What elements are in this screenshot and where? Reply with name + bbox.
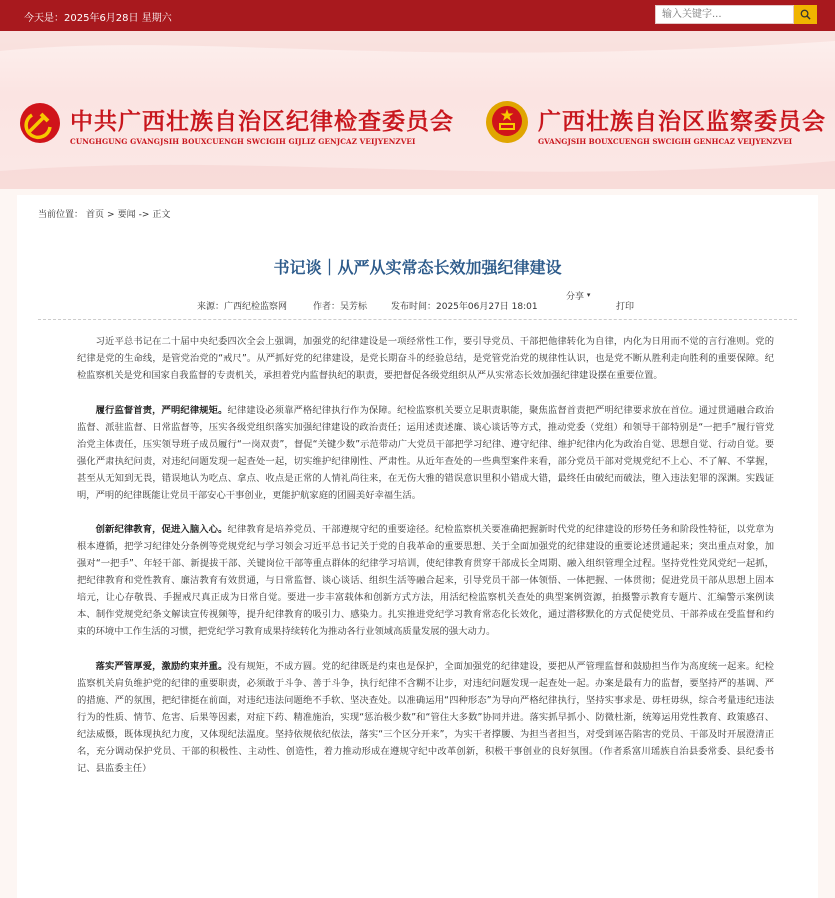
article-author: 作者：吴芳标 xyxy=(313,302,368,312)
org1-title: 中共广西壮族自治区纪律检查委员会 xyxy=(70,108,454,135)
breadcrumb-separator: > xyxy=(107,210,115,220)
share-button[interactable] xyxy=(566,289,590,302)
search-input[interactable] xyxy=(655,5,794,24)
paragraph: 创新纪律教育，促进入脑入心。纪律教育是培养党员、干部遵规守纪的重要途径。纪检监察机关要准确把握新时代党的纪律建设的形势任务和阶段性特征，以党章为根本遵循，把学习纪律处分条例等党规党纪与学习领会习近平总书记关于党的自我革命的重要思想、关于全面加强党的纪律建设的重要论述贯通起来；突出重点对象，加强对“一把手”、年轻干部、新提拔干部、关键岗位干部等重点群体的纪律学习培训，使纪律教育贯穿干部成长全周期、融入组织管理全过程。坚持党性党风党纪一起抓，把纪律教育和党性教育、廉洁教育有效贯通，与日常监督、谈心谈话、组织生活等融合起来，引导党员干部一体领悟、一体把握、一体贯彻；促进党员干部从思想上固本培元，让心存敬畏、手握戒尺真正成为日常自觉。要进一步丰富载体和创新方式方法，用活纪检监察机关查处的典型案例资源，拍摄警示教育专题片、汇编警示案例读本、制作党规党纪条文解读宣传视频等，提升纪律教育的吸引力、感染力。扎实推进党纪学习教育常态化长效化，通过潜移默化的方式促使党员、干部养成在受监督和约束的环境中工作生活的习惯，把党纪学习教育成果持续转化为推动各行业领域高质量发展的强大动力。 xyxy=(77,524,774,637)
article-body xyxy=(77,333,774,794)
print-button[interactable]: 打印 xyxy=(616,302,635,312)
search-icon xyxy=(800,9,811,20)
paragraph: 习近平总书记在二十届中央纪委四次全会上强调，加强党的纪律建设是一项经常性工作，要引导党员、干部把他律转化为自律，内化为日用而不觉的言行准则。党的纪律是党的生命线，是管党治党的“戒尺”。从严抓好党的纪律建设，是党长期奋斗的经验总结，是党管党治党的规律性认识，也是党不断从胜利走向胜利的重要保障。纪检监察机关是党和国家自我监督的专责机关，承担着党内监督执纪的职责，要把督促各级党组织从严从实常态长效加强纪律建设摆在重要位置。 xyxy=(77,336,774,381)
chevron-down-icon: ▾ xyxy=(586,291,591,299)
breadcrumb-current: 正文 xyxy=(152,210,171,220)
org2-subtitle: GVANGJSIH BOUXCUENGH SWCIGIH GENHCAZ VEIJYENZVEI xyxy=(538,137,793,146)
search-button[interactable] xyxy=(794,5,817,24)
org2-title: 广西壮族自治区监察委员会 xyxy=(538,108,826,135)
share-label: 分享 xyxy=(566,292,585,302)
header-banner xyxy=(0,31,835,189)
current-date: 今天是：2025年6月28日 星期六 xyxy=(24,13,172,24)
paragraph-lead: 履行监督首责，严明纪律规矩。 xyxy=(95,404,228,416)
party-emblem-icon xyxy=(18,101,62,145)
breadcrumb-news-link[interactable]: 要闻 xyxy=(117,210,136,220)
article-date: 发布时间：2025年06月27日 18:01 xyxy=(391,302,538,312)
breadcrumb-separator: -> xyxy=(138,210,150,220)
article-title: 书记谈｜从严从实常态长效加强纪律建设 xyxy=(273,258,562,277)
content-panel xyxy=(17,195,818,898)
paragraph-lead: 落实严管厚爱，激励约束并重。 xyxy=(95,660,228,672)
breadcrumb xyxy=(38,207,173,220)
paragraph: 落实严管厚爱，激励约束并重。没有规矩，不成方圆。党的纪律既是约束也是保护，全面加强党的纪律建设，要把从严管理监督和鼓励担当作为高度统一起来。纪检监察机关肩负维护党的纪律的重要职责，必须敢于斗争、善于斗争，执行纪律不含糊不让步，对违纪问题发现一起查处一起。办案是最有力的监督，要坚持严的基调、严的措施、严的氛围，把纪律挺在前面，对违纪违法问题绝不手软、坚决查处。以准确运用“四种形态”为导向严格纪律执行，坚持实事求是、毋枉毋纵，综合考量违纪违法行为的性质、情节、危害、后果等因素，对症下药、精准施治，实现“惩治极少数”和“管住大多数”协同并进。落实抓早抓小、防微杜渐，统筹运用党性教育、政策感召、纪法威慑，既体现执纪力度，又体现纪法温度。坚持依规依纪依法，落实“三个区分开来”，为实干者撑腰、为担当者担当，对受到诬告陷害的党员、干部及时开展澄清正名，充分调动保护党员、干部的积极性、主动性、创造性，着力推动形成在遵规守纪中改革创新，积极干事创业的良好氛围。（作者系富川瑶族自治县委常委、县纪委书记、县监委主任） xyxy=(77,660,774,774)
paragraph: 履行监督首责，严明纪律规矩。纪律建设必须靠严格纪律执行作为保障。纪检监察机关要立足职责职能，聚焦监督首责把严明纪律要求放在首位。通过贯通融合政治监督、派驻监督、日常监督等，压实各级党组织落实加强纪律建设的政治责任；运用述责述廉、谈心谈话等方式，推动党委（党组）和领导干部特别是“一把手”履行管党治党主体责任，压实领导班子成员履行“一岗双责”，督促“关键少数”示范带动广大党员干部把学习纪律、遵守纪律、维护纪律内化为政治自觉、思想自觉、行动自觉。要强化严肃执纪问责，对违纪问题发现一起查处一起，切实维护纪律刚性、严肃性。从近年查处的一些典型案件来看，部分党员干部对党规党纪不上心、不了解、不掌握，甚至从无知到无畏，错误地认为吃点、拿点、收点是正常的人情礼尚往来，在无伤大雅的错误意识里积小错成大错，最终任由破纪而破法，堕入违法犯罪的深渊。实践证明，严明的纪律既能让党员干部安心干事创业，更能护航家庭的团圆美好幸福生活。 xyxy=(77,404,774,501)
paragraph-lead: 创新纪律教育，促进入脑入心。 xyxy=(95,524,228,535)
search-box xyxy=(655,5,817,26)
breadcrumb-home-link[interactable]: 首页 xyxy=(86,210,105,220)
article-source: 来源：广西纪检监察网 xyxy=(197,302,288,312)
breadcrumb-label: 当前位置： xyxy=(38,210,84,220)
org1-subtitle: CUNGHGUNG GVANGJSIH BOUXCUENGH SWCIGIH GIJLIZ GENJCAZ VEIJYENZVEI xyxy=(70,137,416,146)
top-bar xyxy=(0,0,835,31)
divider xyxy=(38,319,797,320)
national-emblem-icon xyxy=(484,99,530,145)
